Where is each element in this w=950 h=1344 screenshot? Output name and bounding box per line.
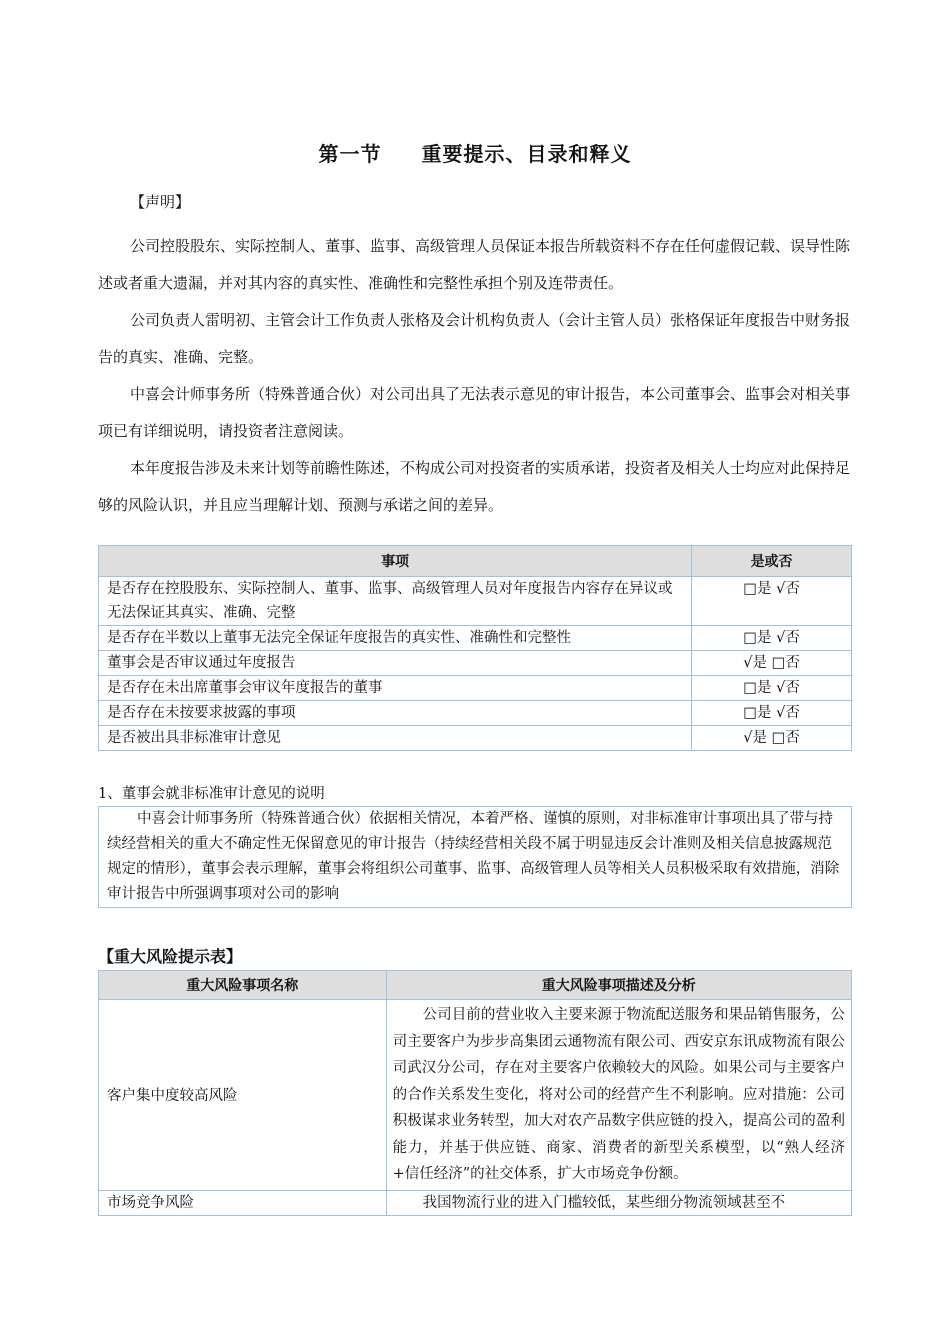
section-title — [0, 138, 950, 167]
table-row — [99, 577, 852, 626]
matter-item: 是否存在半数以上董事无法完全保证年度报告的真实性、准确性和完整性 — [99, 626, 692, 651]
board-note-text: 中喜会计师事务所（特殊普通合伙）依据相关情况，本着严格、谨慎的原则，对非标准审计事项出具了带与持续经营相关的重大不确定性无保留意见的审计报告（持续经营相关段不属于明显违反会计准则及相关信息披露规范规定的情形），董事会表示理解，董事会将组织公司董事、监事、高级管理人员等相关人员积极采取有效措施，消除审计报告中所强调事项对公司的影响 — [98, 806, 852, 908]
risk-table-heading: 【重大风险提示表】 — [98, 947, 243, 966]
matter-item: 是否被出具非标准审计意见 — [99, 726, 692, 751]
risk-description: 我国物流行业的进入门槛较低，某些细分物流领域甚至不 — [386, 1190, 851, 1215]
section-heading: 重要提示、目录和释义 — [421, 142, 632, 166]
matter-item: 是否存在控股股东、实际控制人、董事、监事、高级管理人员对年度报告内容存在异议或无法保证其真实、准确、完整 — [99, 577, 692, 626]
matter-item: 董事会是否审议通过年度报告 — [99, 651, 692, 676]
declaration-paragraph: 中喜会计师事务所（特殊普通合伙）对公司出具了无法表示意见的审计报告，本公司董事会、监事会对相关事项已有详细说明，请投资者注意阅读。 — [98, 385, 851, 440]
risk-name: 市场竞争风险 — [99, 1190, 387, 1215]
table-header-row — [99, 546, 852, 577]
matters-table — [98, 545, 852, 751]
matter-answer: √是 □否 — [692, 651, 852, 676]
column-header: 重大风险事项名称 — [99, 971, 387, 1000]
declaration-heading: 【声明】 — [130, 193, 191, 211]
matter-answer: □是 √否 — [692, 577, 852, 626]
table-row — [99, 1190, 852, 1215]
section-number: 第一节 — [318, 142, 382, 166]
risk-description: 公司目前的营业收入主要来源于物流配送服务和果品销售服务，公司主要客户为步步高集团云通物流有限公司、西安京东讯成物流有限公司武汉分公司，存在对主要客户依赖较大的风险。如果公司与主要客户的合作关系发生变化，将对公司的经营产生不利影响。应对措施：公司积极谋求业务转型，加大对农产品数字供应链的投入，提高公司的盈利能力，并基于供应链、商家、消费者的新型关系模型，以“熟人经济+信任经济”的社交体系，扩大市场竞争份额。 — [386, 1000, 851, 1191]
declaration-paragraph: 本年度报告涉及未来计划等前瞻性陈述，不构成公司对投资者的实质承诺，投资者及相关人士均应对此保持足够的风险认识，并且应当理解计划、预测与承诺之间的差异。 — [98, 459, 851, 514]
table-row — [99, 651, 852, 676]
column-header: 重大风险事项描述及分析 — [386, 971, 851, 1000]
matter-item: 是否存在未按要求披露的事项 — [99, 701, 692, 726]
table-row — [99, 726, 852, 751]
table-row — [99, 1000, 852, 1191]
table-row — [99, 701, 852, 726]
matter-answer: □是 √否 — [692, 626, 852, 651]
risk-table — [98, 970, 852, 1216]
column-header: 是或否 — [692, 546, 852, 577]
table-header-row — [99, 971, 852, 1000]
matter-answer: √是 □否 — [692, 726, 852, 751]
risk-name: 客户集中度较高风险 — [99, 1000, 387, 1191]
declaration-paragraph: 公司控股股东、实际控制人、董事、监事、高级管理人员保证本报告所载资料不存在任何虚假记载、误导性陈述或者重大遗漏，并对其内容的真实性、准确性和完整性承担个别及连带责任。 — [98, 237, 851, 292]
table-row — [99, 676, 852, 701]
table-row — [99, 626, 852, 651]
board-note-heading: 1、董事会就非标准审计意见的说明 — [98, 786, 325, 802]
matter-answer: □是 √否 — [692, 701, 852, 726]
declaration-paragraph: 公司负责人雷明初、主管会计工作负责人张格及会计机构负责人（会计主管人员）张格保证年度报告中财务报告的真实、准确、完整。 — [98, 311, 851, 366]
matter-item: 是否存在未出席董事会审议年度报告的董事 — [99, 676, 692, 701]
matter-answer: □是 √否 — [692, 676, 852, 701]
column-header: 事项 — [99, 546, 692, 577]
